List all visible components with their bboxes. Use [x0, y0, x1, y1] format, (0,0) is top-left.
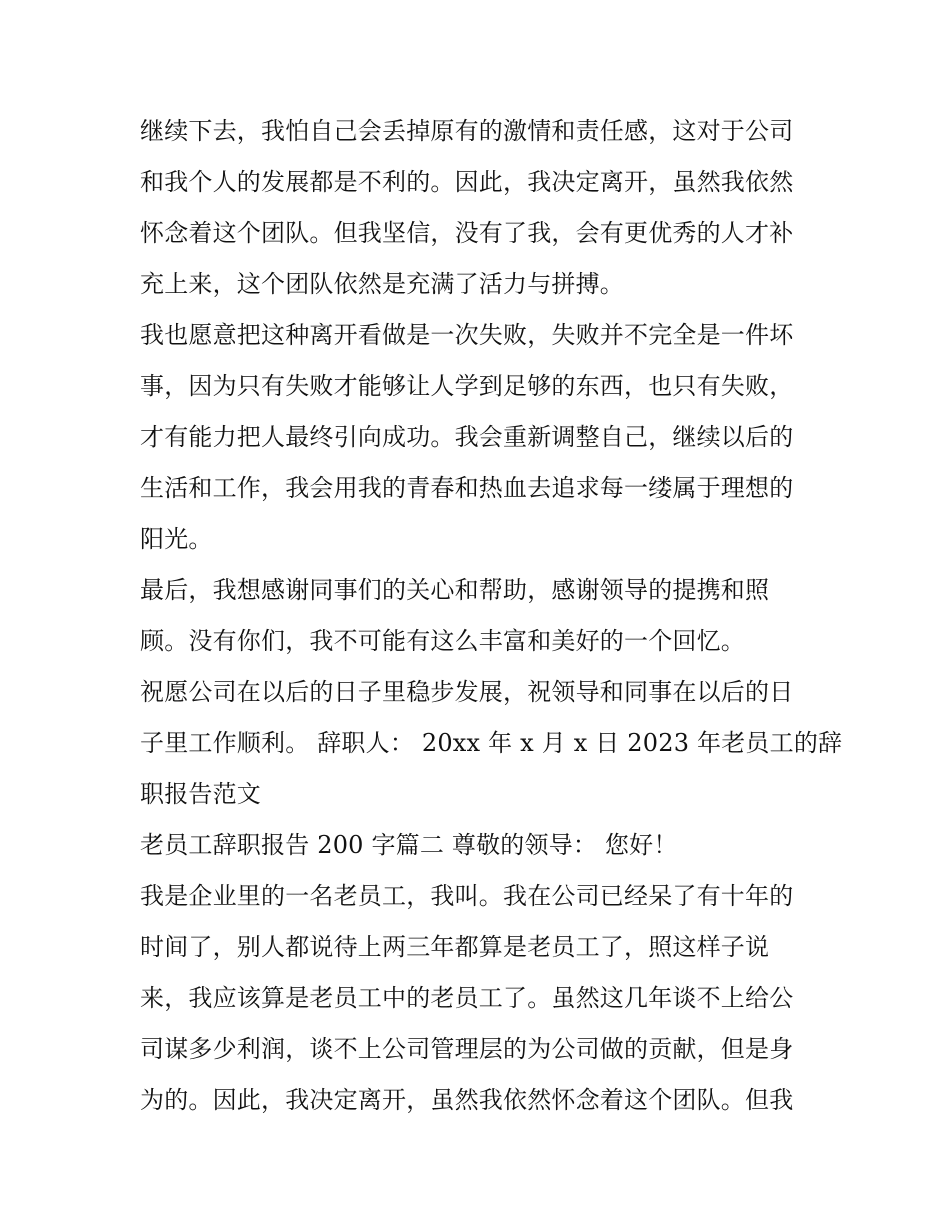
text-line: 和我个人的发展都是不利的。因此，我决定离开，虽然我依然	[140, 168, 794, 196]
text-line: 怀念着这个团队。但我坚信，没有了我，会有更优秀的人才补	[140, 219, 794, 247]
text-line: 司谋多少利润，谈不上公司管理层的为公司做的贡献，但是身	[140, 1035, 794, 1063]
text-line: 继续下去，我怕自己会丢掉原有的激情和责任感，这对于公司	[140, 117, 794, 145]
text-line: 我也愿意把这种离开看做是一次失败，失败并不完全是一件坏	[140, 321, 794, 349]
text-line: 来，我应该算是老员工中的老员工了。虽然这几年谈不上给公	[140, 984, 794, 1012]
text-line: 为的。因此，我决定离开，虽然我依然怀念着这个团队。但我	[140, 1086, 794, 1114]
text-line: 祝愿公司在以后的日子里稳步发展，祝领导和同事在以后的日	[140, 678, 794, 706]
text-line: 生活和工作，我会用我的青春和热血去追求每一缕属于理想的	[140, 474, 794, 502]
text-line: 职报告范文	[140, 780, 261, 808]
text-line: 充上来，这个团队依然是充满了活力与拼搏。	[140, 270, 624, 298]
text-line: 阳光。	[140, 525, 213, 553]
document-body	[140, 106, 843, 1126]
text-line: 老员工辞职报告 200 字篇二 尊敬的领导： 您好！	[140, 831, 678, 859]
text-line: 顾。没有你们，我不可能有这么丰富和美好的一个回忆。	[140, 627, 745, 655]
text-line: 时间了，别人都说待上两三年都算是老员工了，照这样子说	[140, 933, 770, 961]
text-line: 最后，我想感谢同事们的关心和帮助，感谢领导的提携和照	[140, 576, 770, 604]
text-line: 才有能力把人最终引向成功。我会重新调整自己，继续以后的	[140, 423, 794, 451]
text-line: 事，因为只有失败才能够让人学到足够的东西，也只有失败，	[140, 372, 794, 400]
text-line: 我是企业里的一名老员工，我叫。我在公司已经呆了有十年的	[140, 882, 794, 910]
text-line: 子里工作顺利。 辞职人： 20xx 年 x 月 x 日 2023 年老员工的辞	[140, 729, 843, 757]
